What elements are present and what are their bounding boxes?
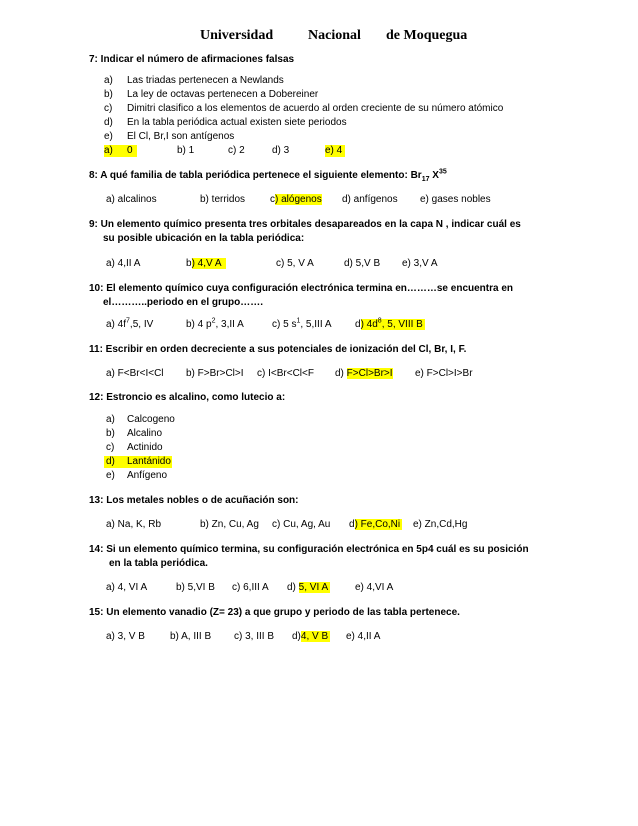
q15-opt-b: b) A, III B [170, 631, 212, 642]
q15-opt-a: a) 3, V B [106, 631, 145, 642]
q10-line1: 10: El elemento químico cuya configuración electrónica termina en………se encuentra en [89, 283, 514, 294]
q11-title: 11: Escribir en orden decreciente a sus potenciales de ionización del Cl, Br, I, F. [89, 344, 467, 355]
q9-opt-b-answer: ) 4,V A [192, 258, 226, 269]
q9-line2: su posible ubicación en la tabla periódica: [103, 233, 305, 244]
q8-title-text: 8: A qué familia de tabla periódica pertenece el siguiente elemento: Br [89, 170, 422, 181]
q7-item-b: La ley de octavas pertenecen a Dobereiner [127, 89, 319, 100]
q9-opt-d: d) 5,V B [344, 258, 381, 269]
q7-item-b-letter: b) [104, 89, 113, 100]
q7-item-a: Las triadas pertenecen a Newlands [127, 75, 284, 86]
q12-item-c-letter: c) [106, 442, 115, 453]
header-moquegua: de Moquegua [386, 28, 468, 43]
q12-title: 12: Estroncio es alcalino, como lutecio a: [89, 392, 286, 403]
q8-opt-b: b) terridos [200, 194, 246, 205]
q9-line1: 9: Un elemento químico presenta tres orbitales desapareados en la capa N , indicar cuál es [89, 219, 521, 230]
header-national: Nacional [308, 28, 361, 43]
q7-item-c: Dimitri clasifico a los elementos de acuerdo al orden creciente de su número atómico [127, 103, 504, 114]
q7-item-d: En la tabla periódica actual existen siete periodos [127, 117, 347, 128]
q7-item-c-letter: c) [104, 103, 113, 114]
q13-opt-d-answer: ) Fe,Co,Ni [354, 519, 401, 530]
q10-line2: el………..periodo en el grupo……. [103, 297, 264, 308]
q10-opt-d-sup: 8 [377, 317, 382, 325]
q9-opt-b [186, 258, 226, 270]
q14-opt-b: b) 5,VI B [176, 582, 215, 593]
q15-opt-d-answer: 4, V B [300, 631, 329, 642]
q10-opt-a-post: ,5, IV [129, 319, 154, 330]
q10-opt-b-post: , 3,II A [215, 319, 244, 330]
q14-line1: 14: Si un elemento químico termina, su configuración electrónica en 5p4 cuál es su posición [89, 544, 529, 555]
q13-title: 13: Los metales nobles o de acuñación son: [89, 495, 299, 506]
q11-opt-d-answer: F>Cl>Br>I [346, 368, 393, 379]
q7-item-e: El Cl, Br,I son antígenos [127, 131, 235, 142]
q12-item-b-letter: b) [106, 428, 115, 439]
q10-opt-c-post: , 5,III A [300, 319, 332, 330]
q10-opt-d-letter: d [355, 319, 361, 330]
q12-item-d-hl [104, 456, 172, 468]
q7-answer-a-val: 0 [127, 145, 133, 156]
q7-answer-a-letter: a) [104, 145, 113, 156]
q7-item-d-letter: d) [104, 117, 113, 128]
q10-opt-b [186, 319, 244, 331]
q14-line2: en la tabla periódica. [109, 558, 208, 569]
q13-opt-d [349, 519, 402, 531]
q8-opt-e: e) gases nobles [420, 194, 491, 205]
q14-opt-e: e) 4,VI A [355, 582, 394, 593]
q13-opt-e: e) Zn,Cd,Hg [413, 519, 468, 530]
q12-item-a-letter: a) [106, 414, 115, 425]
q8-opt-a: a) alcalinos [106, 194, 157, 205]
q10-opt-a-text: a) 4f [106, 319, 127, 330]
q10-opt-a [106, 319, 153, 331]
q14-opt-d-answer: 5, VI A [298, 582, 329, 593]
header-university: Universidad [200, 28, 274, 43]
q11-opt-a: a) F<Br<I<Cl [106, 368, 164, 379]
q9-opt-c: c) 5, V A [276, 258, 314, 269]
q8-opt-d: d) anfígenos [342, 194, 398, 205]
q8-sub: 17 [421, 176, 430, 183]
q10-opt-c-text: c) 5 s [272, 319, 297, 330]
q12-item-c: Actinido [127, 442, 163, 453]
q7-answer-c: c) 2 [228, 145, 245, 156]
q10-opt-c [272, 319, 332, 331]
q11-opt-b: b) F>Br>Cl>I [186, 368, 244, 379]
q9-opt-e: e) 3,V A [402, 258, 438, 269]
q7-title: 7: Indicar el número de afirmaciones falsas [89, 54, 295, 65]
q7-item-a-letter: a) [104, 75, 113, 86]
q10-opt-d [355, 319, 425, 331]
q13-opt-b: b) Zn, Cu, Ag [200, 519, 259, 530]
q12-item-b: Alcalino [127, 428, 163, 439]
q13-opt-c: c) Cu, Ag, Au [272, 519, 331, 530]
q8-title [89, 170, 447, 182]
q14-opt-d-letter: d) [287, 582, 299, 593]
q12-item-d-letter: d) [106, 456, 115, 467]
q10-opt-a-sup: 7 [126, 317, 130, 325]
q15-opt-e: e) 4,II A [346, 631, 381, 642]
q10-opt-b-text: b) 4 p [186, 319, 212, 330]
q11-opt-e: e) F>Cl>I>Br [415, 368, 473, 379]
q11-opt-c: c) I<Br<Cl<F [257, 368, 314, 379]
q10-opt-c-sup: 1 [296, 317, 301, 325]
q9-opt-a: a) 4,II A [106, 258, 141, 269]
q15-opt-d [292, 631, 330, 643]
q13-opt-d-letter: d [349, 519, 355, 530]
q11-opt-d-letter: d) [335, 368, 347, 379]
q7-answer-d: d) 3 [272, 145, 290, 156]
q9-opt-b-letter: b [186, 258, 192, 269]
q8-opt-c-answer: ) alógenos [275, 194, 322, 205]
q8-opt-c-letter: c [270, 194, 275, 205]
q10-opt-d-post: , 5, VIII B [381, 319, 423, 330]
q14-opt-c: c) 6,III A [232, 582, 269, 593]
q8-x: X [429, 170, 439, 181]
q7-item-e-letter: e) [104, 131, 113, 142]
q8-opt-c [270, 194, 322, 206]
q12-item-e: Anfígeno [127, 470, 168, 481]
q7-answer-e: e) 4 [325, 145, 345, 157]
q10-opt-d-text: ) 4d [360, 319, 378, 330]
q15-opt-c: c) 3, III B [234, 631, 275, 642]
q14-opt-a: a) 4, VI A [106, 582, 148, 593]
q12-item-e-letter: e) [106, 470, 115, 481]
q11-opt-d [335, 368, 393, 380]
q15-title: 15: Un elemento vanadio (Z= 23) a que grupo y periodo de las tabla pertenece. [89, 607, 460, 618]
q13-opt-a: a) Na, K, Rb [106, 519, 162, 530]
q12-item-a: Calcogeno [127, 414, 175, 425]
q14-opt-d [287, 582, 330, 594]
q12-item-d: Lantánido [127, 456, 171, 467]
q15-opt-d-letter: d) [292, 631, 301, 642]
q10-opt-d-answer [361, 319, 425, 330]
q7-answer-b: b) 1 [177, 145, 195, 156]
q8-sup: 35 [438, 168, 447, 176]
q10-opt-b-sup: 2 [211, 317, 216, 325]
